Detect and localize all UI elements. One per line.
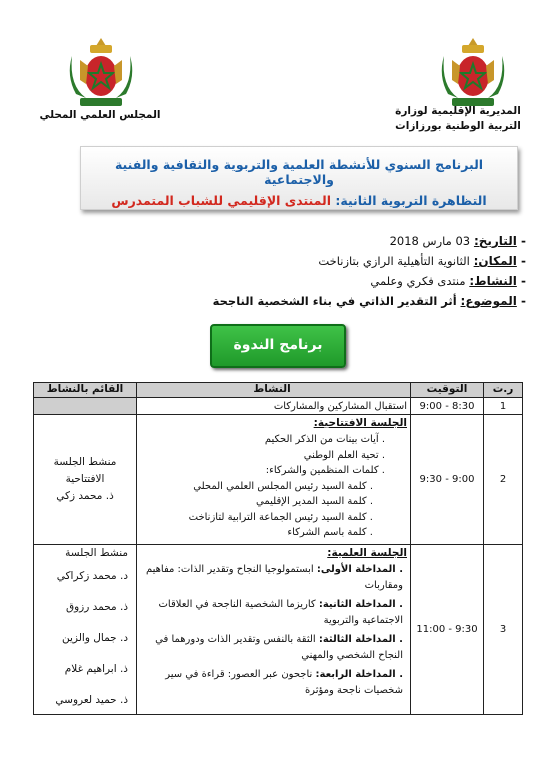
row3-talk [137,667,407,698]
info-date-label: التاريخ: [473,234,517,248]
row2-responsible-line: منشط الجلسة [53,456,117,468]
info-topic: - الموضوع: أثر التقدير الذاتي في بناء الشخصية الناجحة [212,294,526,308]
row2-item: . تحية العلم الوطني [303,449,385,461]
org-right-line1: المديرية الإقليمية لوزارة [395,105,521,117]
row3-talk-text: ابستمولوجيا النجاح وتقدير الذات: مفاهيم ومقاربات [145,564,403,591]
row3-responsible [34,545,137,715]
row3-responsible-line: منشط الجلسة [65,547,128,559]
banner-line2 [81,193,517,208]
header-responsible: القائم بالنشاط [34,383,137,398]
row2-subitem: . كلمة باسم الشركاء [287,527,373,538]
org-right [382,104,534,134]
row2-time: 9:00 - 9:30 [411,415,484,545]
header-num: ر.ت [484,383,523,398]
table-header-row [34,383,523,398]
table-row [34,398,523,415]
row2-item: . كلمات المنظمين والشركاء: [265,465,385,476]
row2-responsible [34,415,137,545]
info-place-value: الثانوية التأهيلية الرازي بتازناخت [318,254,470,268]
info-topic-label: الموضوع: [460,294,517,308]
banner-line1: البرنامج السنوي للأنشطة العلمية والتربوية والثقافية والفنية والاجتماعية [114,157,484,187]
title-banner [80,146,518,210]
header-activity: النشاط [137,383,411,398]
info-place-label: المكان: [473,254,517,268]
row2-responsible-line: الافتتاحية [65,473,105,485]
row2-subitem: . كلمة السيد رئيس المجلس العلمي المحلي [193,480,373,492]
row2-activity [137,415,411,545]
table-row [34,415,523,545]
row3-talk [137,632,407,663]
info-date: - التاريخ: 03 مارس 2018 [389,234,526,248]
row1-time: 8:30 - 9:00 [411,398,484,415]
event-info [196,234,526,314]
table-row [34,545,523,715]
row3-activity [137,545,411,715]
header-time: التوقيت [411,383,484,398]
info-topic-value: أثر التقدير الذاتي في بناء الشخصية الناجحة [212,294,457,308]
row3-talk-text: الثقة بالنفس وتقدير الذات ودورهما في النجاح الشخصي والمهني [155,634,403,661]
info-date-value: 03 مارس 2018 [389,234,471,248]
row2-responsible-line: ذ. محمد زكي [56,490,114,502]
row3-talk [137,562,407,593]
row1-num: 1 [484,398,523,415]
row2-num: 2 [484,415,523,545]
row2-item: . آيات بينات من الذكر الحكيم [264,434,385,445]
row3-time: 9:30 - 11:00 [411,545,484,715]
program-title-button: برنامج الندوة [210,324,346,368]
row3-talk-label: . المداخلة الأولى: [316,564,403,575]
emblem-left [66,36,136,112]
info-activity-label: النشاط: [469,274,517,288]
row1-responsible [34,398,137,415]
row2-subitem: . كلمة السيد رئيس الجماعة الترابية لتازناخت [188,511,373,523]
row3-num: 3 [484,545,523,715]
emblem-right [438,36,508,112]
row3-talk [137,597,407,628]
row3-responsible-line: ذ. حميد لعروسي [55,694,128,706]
row3-responsible-line: ذ. محمد رزوق [65,601,128,613]
row2-session-title: الجلسة الافتتاحية: [313,417,407,429]
info-activity-value: منتدى فكري وعلمي [370,274,466,288]
org-left-line: المجلس العلمي المحلي [39,109,161,121]
row3-talk-text: ناجحون عبر العصور: قراءة في سير شخصيات ناجحة ومؤثرة [165,669,403,696]
row3-responsible-line: ذ. ابراهيم غلام [64,663,128,675]
row3-responsible-line: د. محمد زكراكي [56,570,128,582]
org-left [30,108,170,123]
row3-talk-label: . المداخلة الثانية: [318,599,403,610]
org-right-line2: التربية الوطنية بورزازات [395,120,521,132]
banner-line2-prefix: التظاهرة التربوية الثانية: [331,193,487,208]
row3-session-title: الجلسة العلمية: [327,547,407,559]
row3-talk-label: . المداخلة الثالثة: [318,634,403,645]
row3-talk-label: . المداخلة الرابعة: [315,669,403,680]
banner-line2-highlight: المنتدى الإقليمي للشباب المتمدرس [111,193,332,208]
row2-subitem: . كلمة السيد المدير الإقليمي [256,496,373,507]
info-place: - المكان: الثانوية التأهيلية الرازي بتازناخت [318,254,526,268]
row3-responsible-line: د. جمال والزين [62,632,128,644]
row3-talk-text: كاريزما الشخصية الناجحة في العلاقات الاجتماعية والتربوية [158,599,403,626]
info-activity: - النشاط: منتدى فكري وعلمي [370,274,526,288]
row1-activity: استقبال المشاركين والمشاركات [137,398,411,415]
program-table [33,382,523,715]
